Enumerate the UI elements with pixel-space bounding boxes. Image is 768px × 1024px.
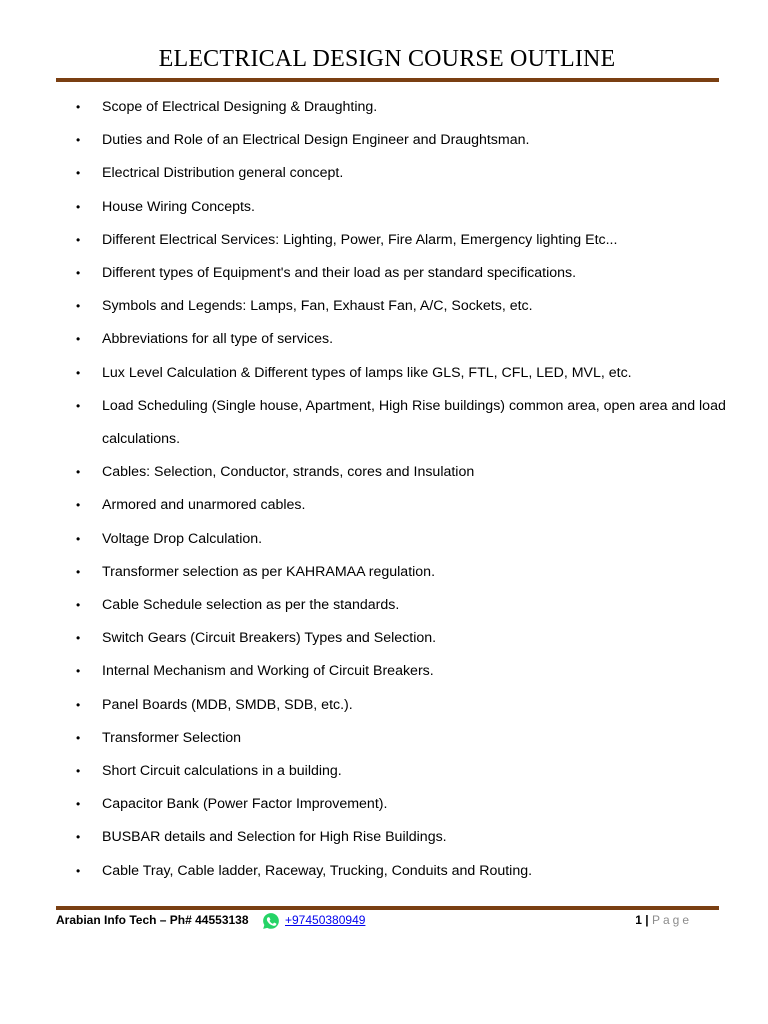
list-item: [56, 855, 736, 888]
title-divider: [56, 78, 719, 82]
bullet: •: [76, 598, 81, 613]
list-item: [56, 821, 736, 854]
list-item: [56, 390, 736, 456]
page-separator: |: [645, 913, 649, 927]
list-item-text: Cable Schedule selection as per the standards.: [102, 597, 400, 614]
list-item-text: Cables: Selection, Conductor, strands, cores and Insulation: [102, 464, 475, 481]
list-item-text: Armored and unarmored cables.: [102, 497, 306, 514]
list-item-text: Short Circuit calculations in a building.: [102, 763, 342, 780]
list-item: [56, 191, 736, 224]
list-item-text: Different types of Equipment's and their load as per standard specifications.: [102, 265, 577, 282]
footer-company-text: Arabian Info Tech – Ph# 44553138: [56, 913, 249, 927]
list-item: [56, 689, 736, 722]
list-item-text: Voltage Drop Calculation.: [102, 530, 263, 547]
bullet: •: [76, 266, 81, 281]
list-item: [56, 257, 736, 290]
list-item-text: Load Scheduling (Single house, Apartment, High Rise buildings) common area, open area and load calculations.: [102, 397, 726, 448]
bullet: •: [76, 232, 81, 247]
bullet: •: [76, 398, 81, 413]
list-item-text: Switch Gears (Circuit Breakers) Types and Selection.: [102, 630, 437, 647]
list-item: [56, 722, 736, 755]
list-item: [56, 224, 736, 257]
bullet: •: [76, 797, 81, 812]
list-item: [56, 91, 736, 124]
list-item-text: Transformer Selection: [102, 729, 242, 746]
whatsapp-icon: [262, 912, 280, 930]
bullet: •: [76, 133, 81, 148]
bullet: •: [76, 465, 81, 480]
list-item: [56, 157, 736, 190]
bullet: •: [76, 299, 81, 314]
page-footer: [56, 910, 692, 932]
page-number-value: 1: [635, 913, 642, 927]
page-label: Page: [651, 913, 692, 927]
bullet: •: [76, 764, 81, 779]
bullet: •: [76, 730, 81, 745]
list-item: [56, 655, 736, 688]
bullet: •: [76, 166, 81, 181]
list-item: [56, 290, 736, 323]
list-item-text: Abbreviations for all type of services.: [102, 331, 334, 348]
course-outline-list: [56, 91, 736, 888]
bullet: •: [76, 199, 81, 214]
bullet: •: [76, 332, 81, 347]
list-item: [56, 622, 736, 655]
list-item: [56, 124, 736, 157]
list-item: [56, 788, 736, 821]
list-item-text: Symbols and Legends: Lamps, Fan, Exhaust Fan, A/C, Sockets, etc.: [102, 298, 533, 315]
list-item: [56, 357, 736, 390]
list-item: [56, 556, 736, 589]
list-item-text: Electrical Distribution general concept.: [102, 165, 344, 182]
bullet: •: [76, 564, 81, 579]
list-item: [56, 489, 736, 522]
list-item-text: Cable Tray, Cable ladder, Raceway, Trucking, Conduits and Routing.: [102, 862, 533, 879]
phone-link[interactable]: +97450380949: [285, 913, 366, 927]
bullet: •: [76, 100, 81, 114]
list-item-text: Capacitor Bank (Power Factor Improvement).: [102, 796, 388, 813]
list-item: [56, 523, 736, 556]
list-item-text: House Wiring Concepts.: [102, 198, 255, 215]
list-item-text: Transformer selection as per KAHRAMAA regulation.: [102, 563, 436, 580]
bullet: •: [76, 498, 81, 513]
bullet: •: [76, 863, 81, 878]
list-item-text: BUSBAR details and Selection for High Rise Buildings.: [102, 829, 447, 846]
list-item-text: Lux Level Calculation & Different types of lamps like GLS, FTL, CFL, LED, MVL, etc.: [102, 364, 632, 381]
bullet: •: [76, 664, 81, 679]
list-item-text: Panel Boards (MDB, SMDB, SDB, etc.).: [102, 696, 353, 713]
bullet: •: [76, 365, 81, 380]
list-item: [56, 456, 736, 489]
list-item: [56, 323, 736, 356]
bullet: •: [76, 531, 81, 546]
list-item-text: Internal Mechanism and Working of Circuit Breakers.: [102, 663, 434, 680]
list-item-text: Duties and Role of an Electrical Design Engineer and Draughtsman.: [102, 132, 530, 149]
list-item-text: Scope of Electrical Designing & Draughting.: [102, 99, 378, 115]
page-number: [635, 913, 692, 927]
bullet: •: [76, 830, 81, 845]
page-title: ELECTRICAL DESIGN COURSE OUTLINE: [158, 46, 616, 72]
list-item: [56, 589, 736, 622]
list-item: [56, 755, 736, 788]
bullet: •: [76, 697, 81, 712]
list-item-text: Different Electrical Services: Lighting, Power, Fire Alarm, Emergency lighting Etc...: [102, 231, 618, 248]
bullet: •: [76, 631, 81, 646]
